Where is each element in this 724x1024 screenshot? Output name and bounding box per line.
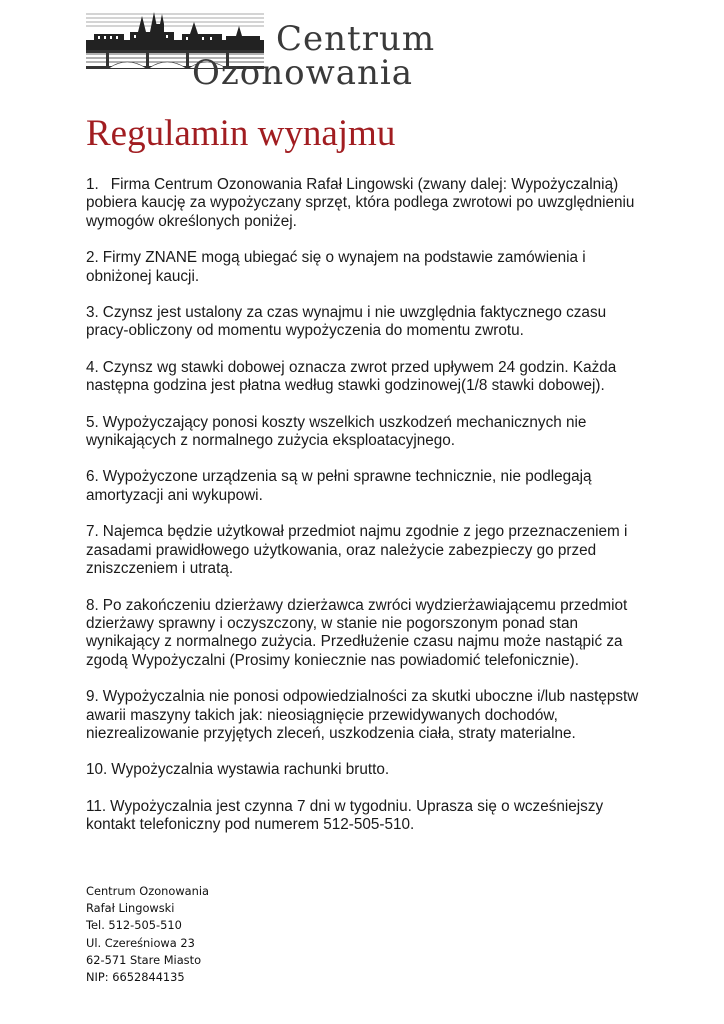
rule-number: 5. (86, 413, 99, 431)
rule-number: 9. (86, 688, 99, 706)
rule-item (86, 176, 646, 231)
rule-item (86, 688, 646, 743)
footer-phone: Tel. 512-505-510 (86, 918, 182, 933)
rule-text: Po zakończeniu dzierżawy dzierżawca zwróci wydzierżawiającemu przedmiot dzierżawy sprawny i oczyszczony, w stanie nie pogorszonym ponad stan wynikający z normalnego zużycia. Przedłużenie czasu najmu może nastąpić za zgodą Wypożyczalni (Prosimy koniecznie nas powiadomić telefonicznie). (86, 596, 628, 669)
rule-number: 1. (86, 176, 99, 193)
logo-line-1: Centrum (276, 19, 436, 59)
rule-item (86, 249, 646, 286)
contact-footer (86, 883, 209, 986)
footer-city: 62-571 Stare Miasto (86, 952, 202, 967)
rule-number: 3. (86, 304, 99, 322)
rule-text: Wypożyczone urządzenia są w pełni sprawne technicznie, nie podlegają amortyzacji ani wykupowi. (86, 468, 592, 504)
footer-nip: NIP: 6652844135 (86, 970, 185, 985)
rule-item (86, 359, 646, 396)
footer-company: Centrum Ozonowania (86, 884, 210, 898)
rule-number: 2. (86, 249, 99, 267)
rule-text: Firmy ZNANE mogą ubiegać się o wynajem na podstawie zamówienia i obniżonej kaucji. (86, 249, 586, 285)
rule-text: Wypożyczalnia wystawia rachunki brutto. (111, 761, 390, 779)
page-title: Regulamin wynajmu (86, 113, 396, 154)
rule-item (86, 523, 646, 578)
rule-text: Wypożyczalnia nie ponosi odpowiedzialności za skutki uboczne i/lub następstw awarii maszyny takich jak: nieosiągnięcie przewidywanych dochodów, niezrealizowanie przyjętych zleceń, uszkodzenia ciała, straty materialne. (86, 688, 639, 742)
rule-text: Wypożyczający ponosi koszty wszelkich uszkodzeń mechanicznych nie wynikających z normalnego zużycia eksploatacyjnego. (86, 413, 587, 450)
rule-item (86, 414, 646, 451)
rule-text: Wypożyczalnia jest czynna 7 dni w tygodniu. Uprasza się o wcześniejszy kontakt telefoniczny pod numerem 512-505-510. (86, 797, 604, 834)
logo-line-2: Ozonowania (192, 53, 414, 93)
rule-number: 7. (86, 523, 99, 541)
rule-number: 10. (86, 761, 108, 779)
rule-text: Firma Centrum Ozonowania Rafał Lingowski (zwany dalej: Wypożyczalnią) pobiera kaucję za wypożyczany sprzęt, która podlega zwrotowi po uwzględnieniu wymogów określonych poniżej. (86, 176, 635, 230)
rule-text: Czynsz jest ustalony za czas wynajmu i nie uwzględnia faktycznego czasu pracy-obliczony od momentu wypożyczenia do momentu zwrotu. (86, 304, 607, 340)
footer-street: Ul. Czereśniowa 23 (86, 935, 195, 950)
rule-number: 11. (86, 797, 107, 815)
rule-number: 4. (86, 358, 99, 376)
company-logo (86, 10, 446, 92)
footer-owner: Rafał Lingowski (86, 901, 175, 916)
rule-item (86, 597, 646, 671)
rule-number: 6. (86, 468, 99, 486)
rules-list (86, 176, 646, 853)
rule-item (86, 304, 646, 341)
rule-item (86, 761, 646, 779)
rule-item (86, 468, 646, 505)
rule-number: 8. (86, 596, 99, 614)
rule-item (86, 798, 646, 835)
rule-text: Czynsz wg stawki dobowej oznacza zwrot przed upływem 24 godzin. Każda następna godzina jest płatna według stawki godzinowej(1/8 stawki dobowej). (86, 358, 617, 395)
rule-text: Najemca będzie użytkował przedmiot najmu zgodnie z jego przeznaczeniem i zasadami prawidłowego użytkowania, oraz należycie zabezpieczy go przed zniszczeniem i utratą. (86, 523, 628, 578)
logo-wordmark (192, 19, 436, 93)
